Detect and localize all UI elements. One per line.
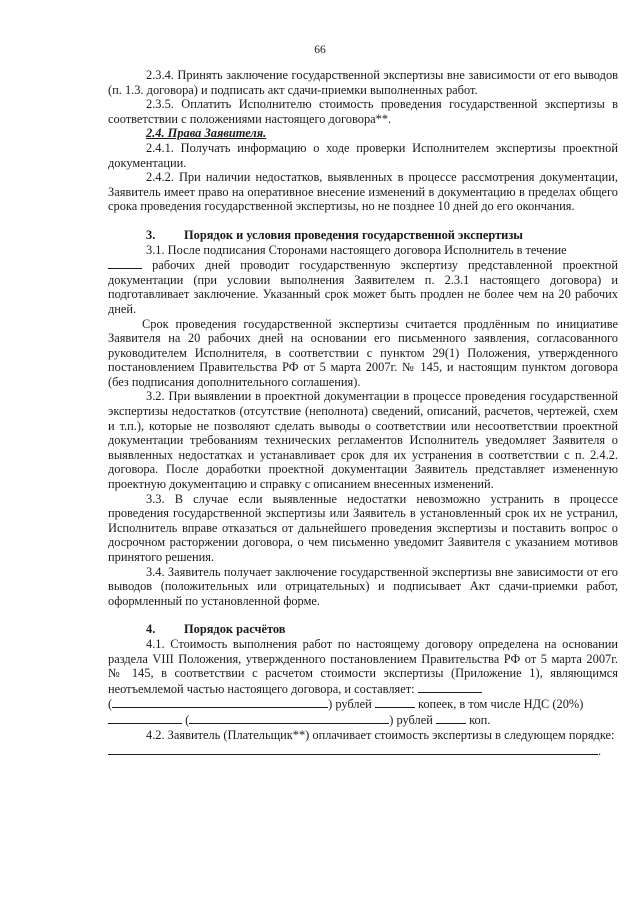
amount-words-blank[interactable]: [112, 696, 328, 708]
clause-2-4-2: 2.4.2. При наличии недостатков, выявленных в процессе рассмотрения документации, Заявитель имеет право на оперативное внесение изменений в документацию в пределах общего срока проведения государственной экспертизы, но не позднее 10 дней до его окончания.: [108, 170, 618, 214]
vat-amount-blank[interactable]: [108, 712, 182, 724]
vat-words-blank[interactable]: [189, 712, 389, 724]
clause-4-1: 4.1. Стоимость выполнения работ по настоящему договору определена на основании раздела VIII Положения, утвержденного постановлением Правительства РФ от 5 марта 2007г. № 145, в соответствии с расчетом стоимости экспертизы (Приложение 1), являющимся неотъемлемой частью настоящего договора, и составляет:: [108, 636, 618, 696]
clause-3-3: 3.3. В случае если выявленные недостатки невозможно устранить в процессе проведения государственной экспертизы или Заявитель в установленный срок их не устранил, Исполнитель вправе отказаться от дальнейшего проведения экспертизы и поставить вопрос о досрочном расторжении договора, о чем письменно уведомит Заявителя с указанием мотивов принятого решения.: [108, 491, 618, 564]
amount-line: ( ) рублей копеек, в том числе НДС (20%): [108, 697, 584, 712]
document-body: [108, 68, 618, 759]
days-blank[interactable]: [108, 257, 142, 269]
total-amount-blank[interactable]: [418, 681, 482, 693]
payment-order-blank[interactable]: [108, 742, 598, 755]
kopecks-blank[interactable]: [375, 696, 415, 708]
vat-kopecks-blank[interactable]: [436, 712, 466, 724]
clause-2-3-4: 2.3.4. Принять заключение государственной экспертизы вне зависимости от его выводов (п. 1.3. договора) и подписать акт сдачи-приемки выполненных работ.: [108, 68, 618, 97]
clause-2-3-5: 2.3.5. Оплатить Исполнителю стоимость проведения государственной экспертизы в соответствии с положениями настоящего договора**.: [108, 97, 618, 126]
page-number: 66: [314, 44, 326, 56]
section-3-heading: 3. Порядок и условия проведения государственной экспертизы: [146, 227, 523, 242]
heading-2-4: 2.4. Права Заявителя.: [146, 126, 267, 141]
clause-2-4-1: 2.4.1. Получать информацию о ходе проверки Исполнителем экспертизы проектной документации.: [108, 140, 618, 170]
clause-3-2: 3.2. При выявлении в проектной документации в процессе проведения государственной экспертизы недостатков (отсутствие (неполнота) сведений, описаний, расчетов, чертежей, схем и т.п.), которые не позволяют сделать выводы о соответствии или несоответствии проектной документации требованиям технических регламентов Исполнитель уведомляет Заявителя о выявленных недостатках и устанавливает срок для их устранения в соответствии с п. 2.4.2. договора. После доработки проектной документации Заявитель представляет измененную проектную документацию и справку с описанием внесенных изменений.: [108, 389, 618, 492]
section-4-heading: 4. Порядок расчётов: [146, 622, 286, 637]
clause-3-1: рабочих дней проводит государственную экспертизу представленной проектной документации (при условии выполнения Заявителем п. 2.3.1 настоящего договора) и подготавливает заключение. Указанный срок может быть продлен не более чем на 20 рабочих дней.: [108, 258, 618, 316]
extension-clause: Срок проведения государственной экспертизы считается продлённым по инициативе Заявителя на 20 рабочих дней на основании его письменного заявления, согласованного руководителем Исполнителя, в соответствии с пунктом 29(1) Положения, утвержденного постановлением Правительства РФ от 5 марта 2007г. № 145, и настоящим пунктом договора (без подписания дополнительного соглашения).: [108, 316, 618, 389]
vat-line: ( ) рублей коп.: [108, 712, 618, 728]
clause-3-1-lead: 3.1. После подписания Сторонами настоящего договора Исполнитель в течение: [146, 242, 567, 257]
clause-3-4: 3.4. Заявитель получает заключение государственной экспертизы вне зависимости от его выводов (положительных или отрицательных) и подписывает Акт сдачи-приемки работ, оформленный по установленной форме.: [108, 564, 618, 608]
payment-order-line: .: [108, 742, 618, 759]
clause-4-2: 4.2. Заявитель (Плательщик**) оплачивает стоимость экспертизы в следующем порядке:: [146, 727, 615, 742]
